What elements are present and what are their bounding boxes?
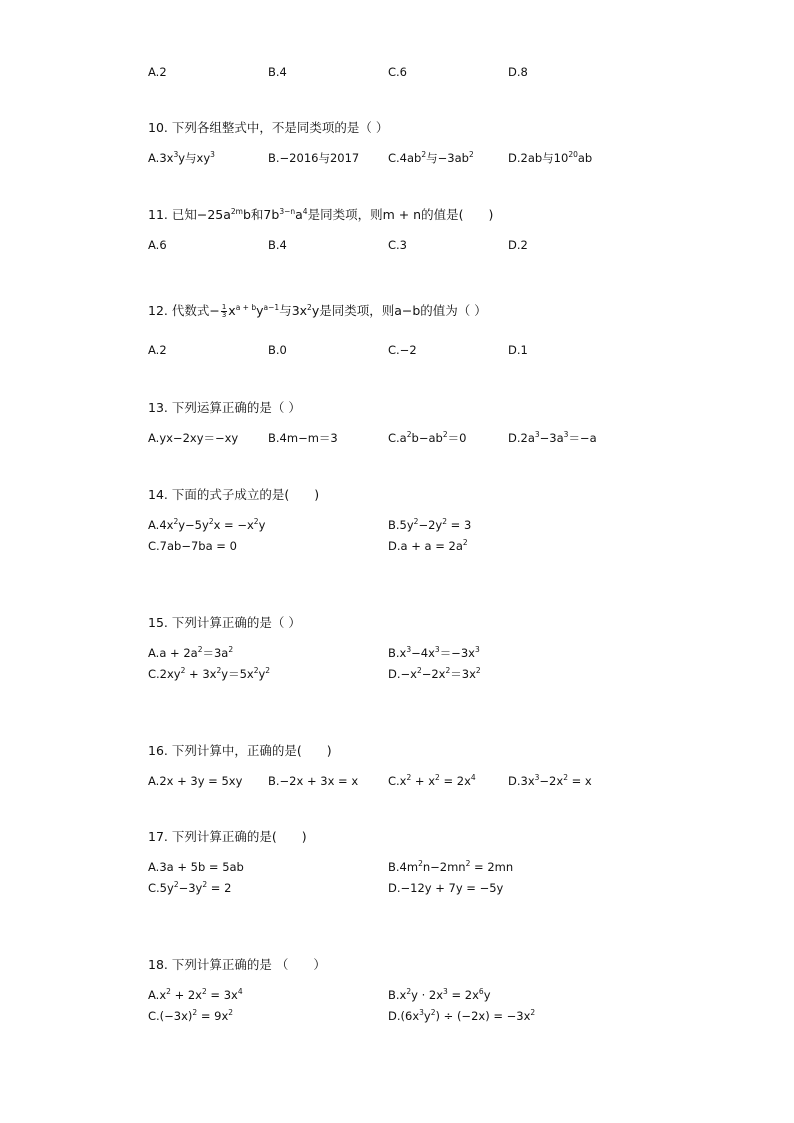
option-d[interactable]: $D.(6x^3y^2) \div (-2x) = -3x^2$: [388, 1008, 536, 1023]
option-a[interactable]: $A.4x^2y-5y^2x = -x^2y$: [148, 517, 266, 532]
question-stem: 12. 代数式− $\frac{1}{3}$ $x^{a + b}y^{a-1}$与$3x^2y$是同类项，则a−b的值为（ ）: [148, 303, 487, 319]
question-stem: 13. 下列运算正确的是（ ）: [148, 400, 301, 415]
option-b[interactable]: $B.x^3-4x^3=-3x^3$: [388, 645, 480, 660]
option-d[interactable]: D.1: [508, 343, 528, 357]
option-b[interactable]: B.4m−m＝3: [268, 431, 338, 445]
option-c[interactable]: $C.4ab^2$与$-3ab^2$: [388, 150, 474, 165]
option-b[interactable]: B.4: [268, 65, 287, 79]
option-c[interactable]: $C.2xy^2 + 3x^2y=5x^2y^2$: [148, 666, 271, 681]
option-d[interactable]: D.2: [508, 238, 528, 252]
option-d[interactable]: $D.3x^3-2x^2 = x$: [508, 773, 592, 788]
option-b[interactable]: B.4: [268, 238, 287, 252]
question-stem: 17. 下列计算正确的是( ): [148, 829, 307, 844]
option-c[interactable]: $C.(-3x)^2 = 9x^2$: [148, 1008, 234, 1023]
option-c[interactable]: $C.5y^2-3y^2 = 2$: [148, 880, 232, 895]
option-d[interactable]: D.2ab与$10^{20}ab$: [508, 150, 593, 165]
question-stem: 14. 下面的式子成立的是( ): [148, 487, 320, 502]
option-a[interactable]: A.6: [148, 238, 167, 252]
question-9-options-row: [148, 64, 708, 80]
option-a[interactable]: A.3a + 5b = 5ab: [148, 860, 244, 874]
question-stem: 16. 下列计算中，正确的是( ): [148, 743, 332, 758]
fraction: $\frac{1}{3}$: [221, 303, 227, 319]
option-b[interactable]: B.−2016与2017: [268, 151, 360, 165]
option-b[interactable]: $B.x^2y \cdot 2x^3 = 2x^6y$: [388, 987, 491, 1002]
question-14: [148, 487, 708, 559]
option-b[interactable]: B.−2x + 3x = x: [268, 774, 359, 788]
option-c[interactable]: C.3: [388, 238, 408, 252]
question-18: [148, 957, 708, 1029]
option-c[interactable]: C.6: [388, 65, 408, 79]
option-a[interactable]: $A.3x^3y$与$xy^3$: [148, 150, 215, 165]
option-d[interactable]: D.8: [508, 65, 528, 79]
option-c[interactable]: $C.x^2 + x^2 = 2x^4$: [388, 773, 476, 788]
option-a[interactable]: A.2: [148, 65, 167, 79]
option-d[interactable]: $D.a + a = 2a^2$: [388, 538, 468, 553]
question-16: [148, 743, 708, 789]
question-stem: 18. 下列计算正确的是 （ ）: [148, 957, 326, 972]
option-b[interactable]: $B.5y^2-2y^2 = 3$: [388, 517, 472, 532]
question-10: [148, 120, 708, 166]
question-11: [148, 207, 708, 253]
option-b[interactable]: $B.4m^2n-2mn^2 = 2mn$: [388, 859, 514, 874]
question-15: [148, 615, 708, 687]
option-c[interactable]: $C.a^2b-ab^2=0$: [388, 430, 467, 445]
option-d[interactable]: D.−12y + 7y = −5y: [388, 881, 504, 895]
option-d[interactable]: $D.-x^2-2x^2=3x^2$: [388, 666, 481, 681]
option-a[interactable]: A.2: [148, 343, 167, 357]
option-a[interactable]: A.2x + 3y = 5xy: [148, 774, 243, 788]
option-d[interactable]: $D.2a^3-3a^3=-a$: [508, 430, 597, 445]
option-a[interactable]: $A.a + 2a^2=3a^2$: [148, 645, 234, 660]
option-b[interactable]: B.0: [268, 343, 287, 357]
question-stem: 11. 已知$-25a^{2m}b$和$7b^{3-n}a^4$是同类项，则m + n的值是( ): [148, 207, 494, 222]
option-a[interactable]: $A.x^2 + 2x^2 = 3x^4$: [148, 987, 243, 1002]
question-stem: 10. 下列各组整式中，不是同类项的是（ ）: [148, 120, 389, 135]
question-stem: 15. 下列计算正确的是（ ）: [148, 615, 301, 630]
question-12: [148, 303, 708, 358]
question-17: [148, 829, 708, 901]
option-a[interactable]: A.yx−2xy＝−xy: [148, 431, 239, 445]
option-c[interactable]: C.−2: [388, 343, 417, 357]
question-13: [148, 400, 708, 446]
option-c[interactable]: C.7ab−7ba = 0: [148, 539, 237, 553]
